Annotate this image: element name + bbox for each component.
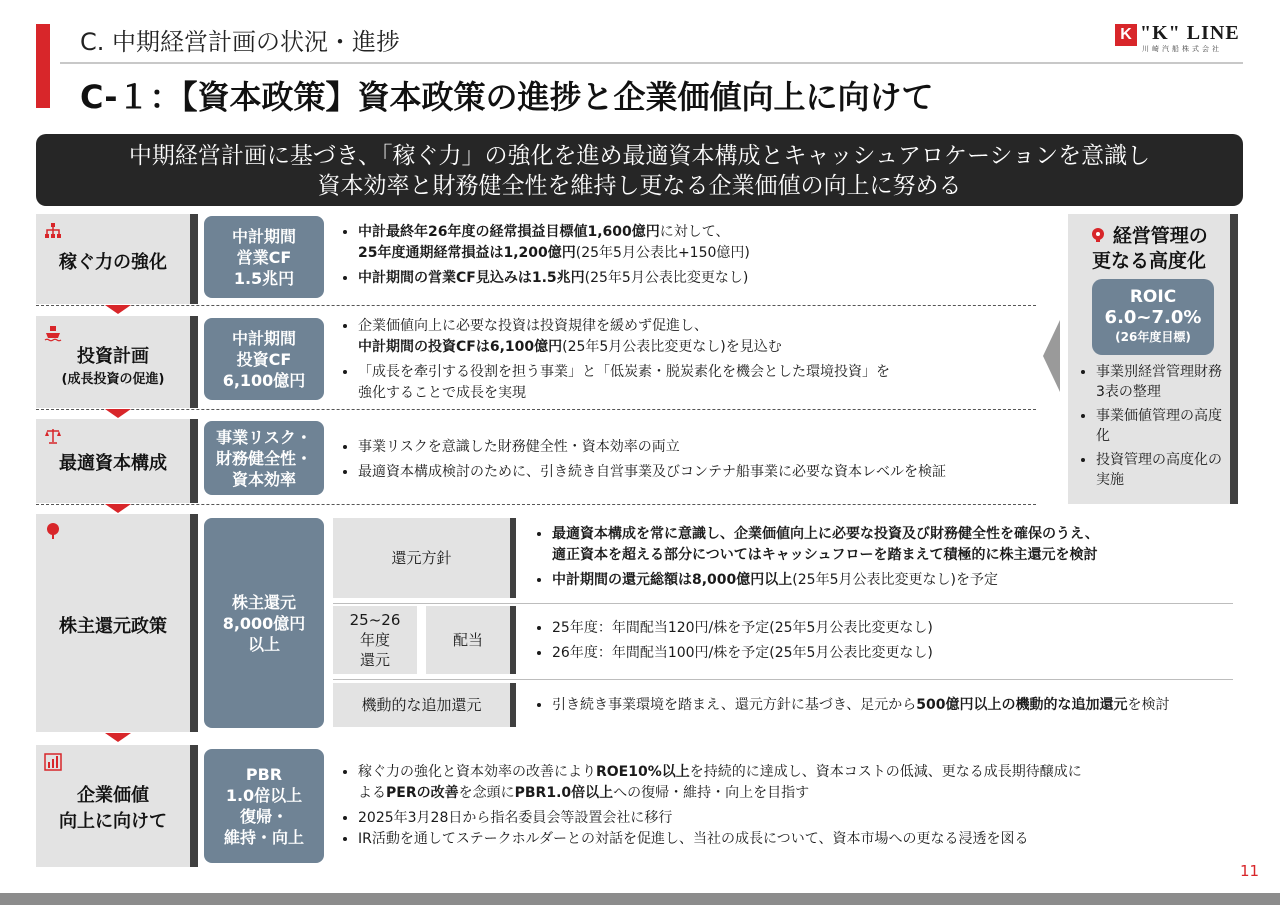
table-divider xyxy=(333,679,1233,680)
list-item: • 「成長を牽引する役割を担う事業」と「低炭素・脱炭素化を機会とした環境投資」を 強化することで成長を実現 xyxy=(358,362,890,404)
page-number: 11 xyxy=(1240,862,1260,880)
period-line: 還元 xyxy=(359,651,390,669)
capital-pill xyxy=(204,421,324,495)
investment-pill xyxy=(204,318,324,400)
list-item: • 26年度：年間配当100円/株を予定(25年5月公表比変更なし) xyxy=(552,643,933,664)
row-label-main: 投資計画 xyxy=(77,346,149,367)
pill-line: 6,100億円 xyxy=(222,370,306,390)
list-item: • 中計最終年26年度の経常損益目標値1,600億円に対して、 25年度通期経常損益は1,200億円(25年5月公表比+150億円) xyxy=(358,222,750,264)
row-label-text xyxy=(36,783,190,835)
value-bullets xyxy=(336,762,1082,854)
additional-bullets xyxy=(530,695,1170,720)
ship-icon xyxy=(44,324,62,342)
bar-chart-icon xyxy=(44,753,62,771)
pill-line: PBR xyxy=(245,765,283,784)
list-item: • 中計期間の還元総額は8,000億円以上(25年5月公表比変更なし)を予定 xyxy=(552,570,1099,591)
row-label-text: 稼ぐ力の強化 xyxy=(59,252,167,273)
pill-line: 復帰・ xyxy=(239,807,288,826)
pill-line: 資本効率 xyxy=(231,469,296,489)
pill-line: 中計期間 xyxy=(231,226,296,246)
roic-value: 6.0~7.0% xyxy=(1104,307,1202,328)
brain-gear-icon xyxy=(1090,225,1106,241)
row-label-value xyxy=(36,745,198,867)
down-arrow-icon xyxy=(105,733,131,742)
row-label-text: 最適資本構成 xyxy=(59,453,167,474)
row-label-line: 向上に向けて xyxy=(59,811,167,832)
value-pill xyxy=(204,749,324,863)
list-item: • 2025年3月28日から指名委員会等設置会社に移行 xyxy=(358,808,1082,829)
policy-label: 還元方針 xyxy=(333,518,510,598)
row-label-line: 企業価値 xyxy=(77,785,149,806)
pill-line: 維持・向上 xyxy=(223,828,304,847)
earning-pill xyxy=(204,216,324,298)
banner-line-1: 中期経営計画に基づき、「稼ぐ力」の強化を進め最適資本構成とキャッシュアロケーションを意識し xyxy=(128,143,1151,169)
org-chart-icon xyxy=(44,222,62,240)
list-item: • 最適資本構成を常に意識し、企業価値向上に必要な投資及び財務健全性を確保のうえ、 適正資本を超える部分についてはキャッシュフローを踏まえて積極的に株主還元を検討 xyxy=(552,524,1099,566)
down-arrow-icon xyxy=(105,305,131,314)
side-title-line: 経営管理の xyxy=(1112,225,1208,247)
dividend-bullets xyxy=(530,618,933,668)
pill-line: 以上 xyxy=(247,634,280,654)
cell-bar xyxy=(510,518,516,598)
side-list xyxy=(1080,362,1230,494)
list-item: • 最適資本構成検討のために、引き続き自営事業及びコンテナ船事業に必要な資本レベルを検証 xyxy=(358,462,946,483)
section-title: C. 中期経営計画の状況・進捗 xyxy=(80,28,401,56)
list-item: • 投資管理の高度化の実施 xyxy=(1096,450,1230,490)
page-title: C-１：【資本政策】資本政策の進捗と企業価値向上に向けて xyxy=(80,78,934,116)
logo-text: "K" LINE xyxy=(1140,22,1240,44)
list-item: • 事業別経営管理財務3表の整理 xyxy=(1096,362,1230,402)
down-arrow-icon xyxy=(105,409,131,418)
row-divider xyxy=(36,504,1036,505)
list-item: • 中計期間の営業CF見込みは1.5兆円(25年5月公表比変更なし) xyxy=(358,268,750,289)
pill-line: 中計期間 xyxy=(231,328,296,348)
row-divider xyxy=(36,305,1036,306)
dividend-label: 配当 xyxy=(426,606,510,674)
logo-mark: K xyxy=(1115,24,1137,46)
period-line: 25~26 xyxy=(349,611,401,629)
list-item: • 事業価値管理の高度化 xyxy=(1096,406,1230,446)
row-label-shareholder xyxy=(36,514,198,732)
banner-line-2: 資本効率と財務健全性を維持し更なる企業価値の向上に努める xyxy=(317,173,962,199)
down-arrow-icon xyxy=(105,504,131,513)
pill-line: 営業CF xyxy=(236,247,292,267)
additional-label: 機動的な追加還元 xyxy=(333,683,510,727)
pill-line: 事業リスク・ xyxy=(216,427,312,447)
row-label-text xyxy=(36,342,190,387)
title-divider xyxy=(60,62,1243,64)
earning-bullets xyxy=(336,222,750,293)
policy-bullets xyxy=(530,524,1099,595)
period-label xyxy=(333,606,417,674)
tree-icon xyxy=(44,522,62,540)
list-item: • 引き続き事業環境を踏まえ、還元方針に基づき、足元から500億円以上の機動的な追加還元を検討 xyxy=(552,695,1170,716)
chevron-left-icon xyxy=(1043,320,1060,392)
side-title-line: 更なる高度化 xyxy=(1091,250,1206,272)
pill-line: 8,000億円 xyxy=(222,613,306,633)
pill-line: 1.0倍以上 xyxy=(225,786,303,805)
row-label-text: 株主還元政策 xyxy=(59,616,167,637)
row-label-sub: (成長投資の促進) xyxy=(61,372,165,387)
list-item: • IR活動を通してステークホルダーとの対話を促進し、当社の成長について、資本市場への更なる浸透を図る xyxy=(358,829,1082,850)
list-item: • 稼ぐ力の強化と資本効率の改善によりROE10%以上を持続的に達成し、資本コストの低減、更なる成長期待醸成に よるPERの改善を念頭にPBR1.0倍以上への復帰・維持・向上を目指す xyxy=(358,762,1082,804)
row-label-investment xyxy=(36,316,198,408)
table-divider xyxy=(333,603,1233,604)
pill-line: 1.5兆円 xyxy=(233,268,295,288)
pill-line: 財務健全性・ xyxy=(215,448,312,468)
roic-note: (26年度目標) xyxy=(1115,330,1191,344)
list-item: • 25年度：年間配当120円/株を予定(25年5月公表比変更なし) xyxy=(552,618,933,639)
side-title xyxy=(1068,224,1230,274)
cell-bar xyxy=(510,683,516,727)
scale-icon xyxy=(44,427,62,445)
footer-bar xyxy=(0,893,1280,905)
investment-bullets xyxy=(336,316,890,408)
roic-label: ROIC xyxy=(1129,287,1177,307)
row-label-earning xyxy=(36,214,198,304)
row-label-capital xyxy=(36,419,198,503)
roic-box xyxy=(1092,279,1214,355)
accent-bar xyxy=(36,24,50,108)
row-divider xyxy=(36,409,1036,410)
period-line: 年度 xyxy=(359,631,390,649)
list-item: • 企業価値向上に必要な投資は投資規律を緩めず促進し、 中計期間の投資CFは6,100億円(25年5月公表比変更なし)を見込む xyxy=(358,316,890,358)
list-item: • 事業リスクを意識した財務健全性・資本効率の両立 xyxy=(358,437,946,458)
capital-bullets xyxy=(336,437,946,487)
logo-subtitle: 川崎汽船株式会社 xyxy=(1142,45,1222,53)
shareholder-pill xyxy=(204,518,324,728)
pill-line: 投資CF xyxy=(236,349,292,369)
summary-banner xyxy=(36,134,1243,206)
cell-bar xyxy=(510,606,516,674)
pill-line: 株主還元 xyxy=(231,592,296,612)
